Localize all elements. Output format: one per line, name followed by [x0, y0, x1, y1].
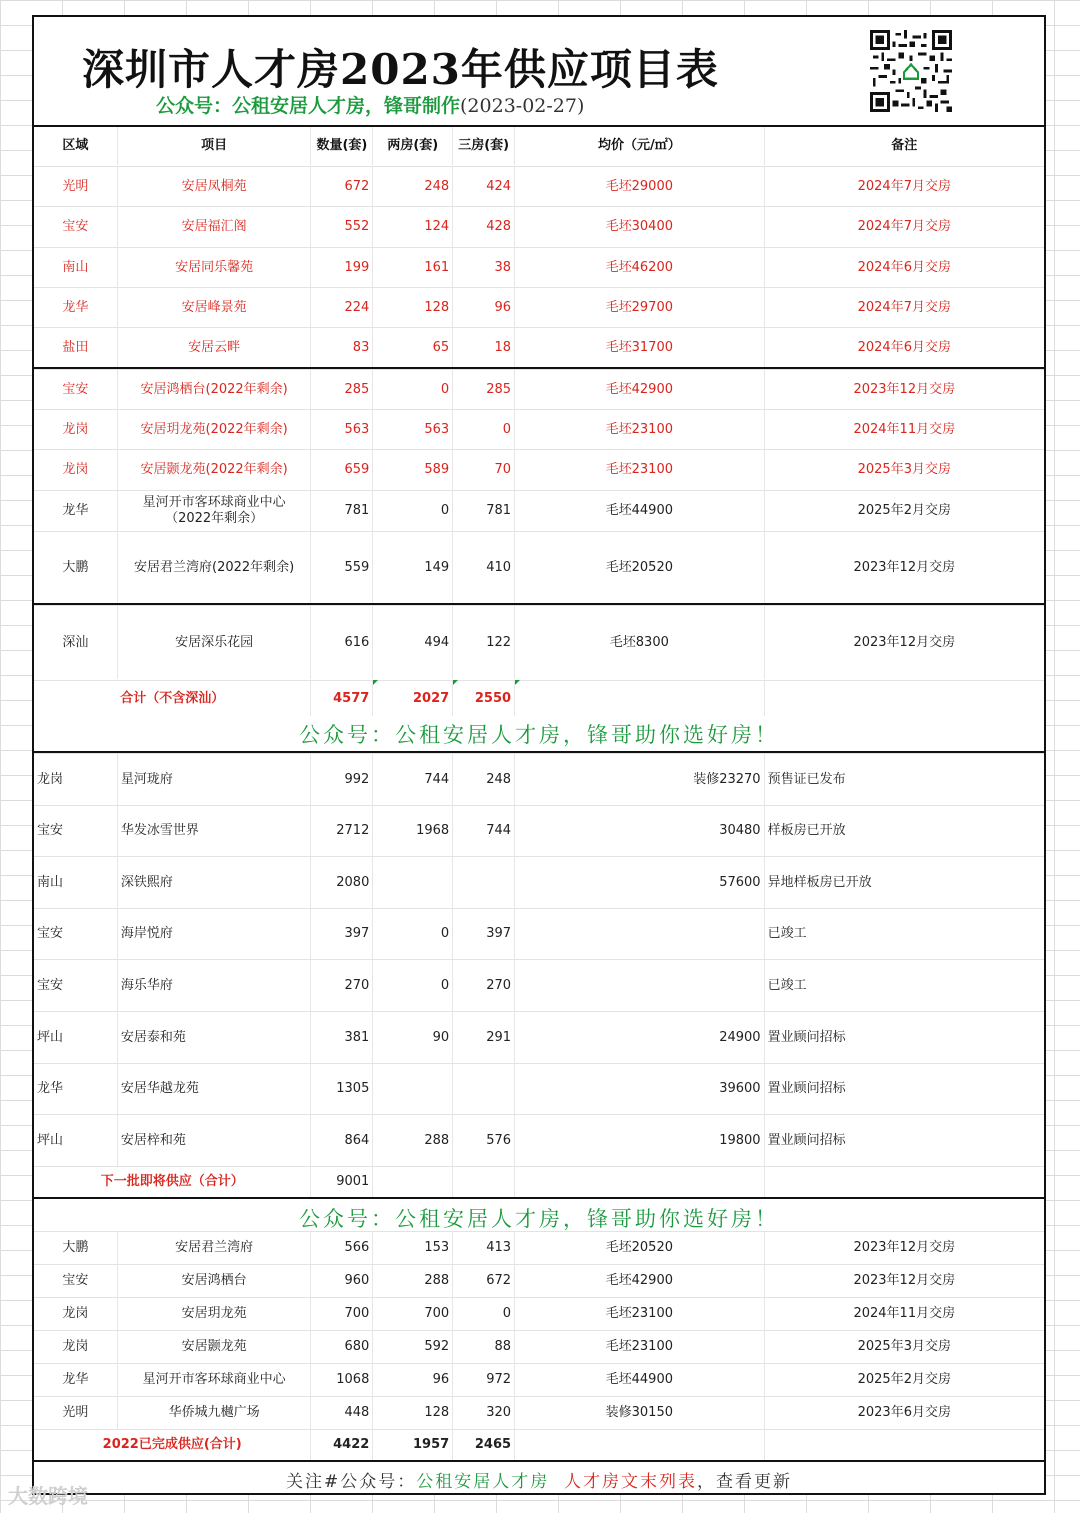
cell-note: 异地样板房已开放	[767, 874, 872, 890]
col-header-price: 均价（元/㎡）	[515, 127, 765, 165]
cell-area: 光明	[34, 167, 118, 206]
cell-project: 星河开市客环球商业中心（2022年剩余）	[118, 491, 312, 531]
cell-price: 毛坯29700	[515, 288, 765, 327]
cell-note: 样板房已开放	[767, 823, 846, 839]
cell-note: 预售证已发布	[767, 771, 846, 787]
cell-note: 已竣工	[767, 977, 807, 993]
cell-three-room: 576	[453, 1115, 515, 1166]
cell-qty: 381	[311, 1012, 373, 1063]
cell-project: 海乐华府	[118, 960, 312, 1011]
cell-note: 2024年7月交房	[857, 219, 951, 235]
cell-two-room	[373, 1064, 453, 1115]
cell-three-room: 88	[453, 1331, 515, 1363]
cell-empty	[515, 1167, 765, 1197]
total-two-room: 1957	[373, 1430, 453, 1460]
table-row	[34, 605, 1044, 679]
cell-three-room: 781	[453, 491, 515, 531]
col-header-project: 项目	[118, 127, 312, 165]
footer-part4: ，查看更新	[697, 1472, 793, 1492]
cell-qty: 448	[311, 1397, 373, 1429]
table-row	[34, 1330, 1044, 1363]
cell-area: 坪山	[34, 1115, 118, 1166]
cell-two-room: 0	[373, 960, 453, 1011]
col-header-three-room: 三房(套)	[453, 127, 515, 165]
cell-project: 安居峰景苑	[118, 288, 312, 327]
cell-price: 毛坯44900	[515, 491, 765, 531]
cell-price	[515, 909, 765, 960]
cell-qty: 2712	[311, 806, 373, 857]
cell-note: 2025年2月交房	[857, 503, 951, 519]
cell-note: 2024年6月交房	[857, 339, 951, 355]
cell-price: 毛坯31700	[515, 328, 765, 367]
divider	[34, 367, 1044, 369]
cell-three-room: 70	[453, 450, 515, 490]
cell-price: 毛坯42900	[515, 1265, 765, 1297]
cell-qty: 285	[311, 370, 373, 409]
cell-qty: 83	[311, 328, 373, 367]
cell-note: 2024年11月交房	[853, 1306, 956, 1322]
cell-price: 毛坯42900	[515, 370, 765, 409]
cell-empty	[453, 1167, 515, 1197]
cell-price: 毛坯29000	[515, 167, 765, 206]
table-row	[34, 805, 1044, 857]
cell-area: 龙岗	[34, 1298, 118, 1330]
cell-project: 海岸悦府	[118, 909, 312, 960]
cell-three-room: 413	[453, 1232, 515, 1264]
total-row	[34, 680, 1044, 716]
table-row	[34, 206, 1044, 247]
cell-two-room: 149	[373, 532, 453, 603]
cell-note: 置业顾问招标	[767, 1029, 846, 1045]
cell-project: 安居同乐馨苑	[118, 248, 312, 287]
cell-project: 安居泰和苑	[118, 1012, 312, 1063]
col-header-area: 区域	[34, 127, 118, 165]
table-row	[34, 449, 1044, 490]
total-qty: 4422	[311, 1430, 373, 1460]
cell-empty	[515, 681, 765, 716]
cell-project: 安居鸿栖台(2022年剩余)	[118, 370, 312, 409]
cell-area: 宝安	[34, 370, 118, 409]
cell-project: 星河珑府	[118, 754, 312, 805]
cell-price: 毛坯8300	[515, 606, 765, 679]
cell-two-room: 0	[373, 491, 453, 531]
table-row	[34, 1396, 1044, 1429]
promo-banner: 公众号：公租安居人才房，锋哥助你选好房！	[299, 1207, 779, 1231]
cell-two-room: 124	[373, 207, 453, 247]
footer-note	[34, 1467, 1044, 1492]
table-row	[34, 166, 1044, 206]
cell-two-room: 0	[373, 370, 453, 409]
cell-price: 毛坯23100	[515, 1331, 765, 1363]
table-header-row	[34, 127, 1044, 165]
cell-two-room: 288	[373, 1115, 453, 1166]
table-row	[34, 908, 1044, 960]
divider	[34, 1197, 1044, 1199]
table-row	[34, 753, 1044, 805]
cell-three-room: 428	[453, 207, 515, 247]
cell-note: 2023年12月交房	[853, 1273, 956, 1289]
col-header-two-room: 两房(套)	[373, 127, 453, 165]
cell-three-room: 972	[453, 1364, 515, 1396]
table-row	[34, 1264, 1044, 1297]
spreadsheet-sheet	[32, 15, 1046, 1495]
total-qty: 9001	[311, 1167, 373, 1197]
table-row	[34, 287, 1044, 327]
cell-project: 安居鸿栖台	[118, 1265, 312, 1297]
cell-area: 光明	[34, 1397, 118, 1429]
cell-two-room: 96	[373, 1364, 453, 1396]
cell-area: 盐田	[34, 328, 118, 367]
cell-project: 华发冰雪世界	[118, 806, 312, 857]
cell-qty: 700	[311, 1298, 373, 1330]
cell-project: 安居深乐花园	[118, 606, 312, 679]
cell-project: 华侨城九樾广场	[118, 1397, 312, 1429]
cell-price: 30480	[515, 806, 765, 857]
cell-three-room	[453, 857, 515, 908]
cell-qty: 781	[311, 491, 373, 531]
cell-two-room: 90	[373, 1012, 453, 1063]
table-row	[34, 369, 1044, 409]
cell-price: 装修23270	[515, 754, 765, 805]
table-row	[34, 856, 1044, 908]
promo-banner: 公众号：公租安居人才房，锋哥助你选好房！	[299, 723, 779, 747]
cell-qty: 563	[311, 410, 373, 449]
page-subtitle	[156, 91, 584, 118]
cell-note: 2023年12月交房	[853, 559, 956, 575]
cell-note: 2023年12月交房	[853, 1240, 956, 1256]
total-three-room: 2465	[453, 1430, 515, 1460]
cell-qty: 672	[311, 167, 373, 206]
total-label: 合计（不含深汕）	[34, 681, 311, 716]
table-row	[34, 1063, 1044, 1115]
cell-qty: 199	[311, 248, 373, 287]
cell-two-room: 1968	[373, 806, 453, 857]
cell-two-room: 65	[373, 328, 453, 367]
cell-comment-marker	[373, 680, 378, 685]
cell-qty: 1305	[311, 1064, 373, 1115]
col-header-qty: 数量(套)	[311, 127, 373, 165]
cell-qty: 864	[311, 1115, 373, 1166]
cell-note: 2025年3月交房	[857, 462, 951, 478]
cell-area: 宝安	[34, 806, 118, 857]
cell-price: 39600	[515, 1064, 765, 1115]
cell-three-room: 122	[453, 606, 515, 679]
cell-note: 2023年12月交房	[853, 381, 956, 397]
cell-price: 19800	[515, 1115, 765, 1166]
total-row	[34, 1166, 1044, 1197]
cell-area: 龙华	[34, 1364, 118, 1396]
cell-three-room: 0	[453, 410, 515, 449]
cell-two-room: 563	[373, 410, 453, 449]
cell-price: 57600	[515, 857, 765, 908]
cell-note: 置业顾问招标	[767, 1132, 846, 1148]
cell-area: 宝安	[34, 960, 118, 1011]
cell-price: 毛坯23100	[515, 410, 765, 449]
cell-area: 龙华	[34, 288, 118, 327]
cell-area: 宝安	[34, 909, 118, 960]
cell-qty: 270	[311, 960, 373, 1011]
cell-note: 2023年12月交房	[853, 634, 956, 650]
cell-project: 安居君兰湾府(2022年剩余)	[118, 532, 312, 603]
cell-project: 安居君兰湾府	[118, 1232, 312, 1264]
table-row	[34, 1297, 1044, 1330]
cell-area: 龙岗	[34, 450, 118, 490]
cell-qty: 960	[311, 1265, 373, 1297]
total-qty: 4577	[311, 681, 373, 716]
cell-project: 安居云畔	[118, 328, 312, 367]
cell-three-room: 248	[453, 754, 515, 805]
total-row	[34, 1429, 1044, 1462]
footer-part1: 关注#公众号：	[285, 1472, 417, 1492]
cell-three-room: 291	[453, 1012, 515, 1063]
cell-empty	[765, 1430, 1044, 1460]
cell-note: 2023年6月交房	[857, 1405, 951, 1421]
cell-qty: 559	[311, 532, 373, 603]
cell-project: 安居福汇阁	[118, 207, 312, 247]
cell-three-room: 285	[453, 370, 515, 409]
cell-note: 2024年6月交房	[857, 259, 951, 275]
cell-qty: 616	[311, 606, 373, 679]
cell-two-room: 0	[373, 909, 453, 960]
cell-two-room: 128	[373, 288, 453, 327]
cell-note: 置业顾问招标	[767, 1081, 846, 1097]
cell-price: 毛坯23100	[515, 1298, 765, 1330]
cell-two-room: 161	[373, 248, 453, 287]
cell-qty: 992	[311, 754, 373, 805]
cell-note: 2025年2月交房	[857, 1372, 951, 1388]
cell-note: 2025年3月交房	[857, 1339, 951, 1355]
table-row	[34, 327, 1044, 367]
cell-price: 24900	[515, 1012, 765, 1063]
cell-three-room: 0	[453, 1298, 515, 1330]
cell-area: 龙岗	[34, 1331, 118, 1363]
cell-area: 南山	[34, 248, 118, 287]
cell-three-room: 397	[453, 909, 515, 960]
cell-three-room: 672	[453, 1265, 515, 1297]
cell-empty	[765, 1167, 1044, 1197]
table-row	[34, 247, 1044, 287]
cell-area: 大鹏	[34, 532, 118, 603]
cell-area: 龙华	[34, 491, 118, 531]
cell-three-room: 320	[453, 1397, 515, 1429]
cell-two-room: 128	[373, 1397, 453, 1429]
cell-price: 毛坯20520	[515, 1232, 765, 1264]
cell-area: 宝安	[34, 1265, 118, 1297]
table-row	[34, 1011, 1044, 1063]
cell-qty: 2080	[311, 857, 373, 908]
cell-comment-marker	[515, 680, 520, 685]
cell-area: 宝安	[34, 207, 118, 247]
cell-qty: 397	[311, 909, 373, 960]
cell-comment-marker	[453, 680, 458, 685]
cell-two-room: 592	[373, 1331, 453, 1363]
cell-three-room: 744	[453, 806, 515, 857]
table-row	[34, 959, 1044, 1011]
cell-note: 2024年7月交房	[857, 178, 951, 194]
cell-project: 安居颢龙苑(2022年剩余)	[118, 450, 312, 490]
subtitle-date: (2023-02-27)	[460, 95, 585, 117]
cell-project: 深铁熙府	[118, 857, 312, 908]
cell-qty: 224	[311, 288, 373, 327]
total-two-room: 2027	[373, 681, 453, 716]
cell-three-room: 38	[453, 248, 515, 287]
table-row	[34, 1231, 1044, 1264]
cell-price: 毛坯20520	[515, 532, 765, 603]
total-label: 下一批即将供应（合计）	[34, 1167, 311, 1197]
table-row	[34, 1114, 1044, 1166]
cell-project: 星河开市客环球商业中心	[118, 1364, 312, 1396]
cell-two-room: 288	[373, 1265, 453, 1297]
cell-area: 深汕	[34, 606, 118, 679]
col-header-note: 备注	[891, 138, 918, 154]
cell-note: 已竣工	[767, 926, 807, 942]
cell-three-room: 424	[453, 167, 515, 206]
table-row	[34, 490, 1044, 531]
cell-project: 安居凤桐苑	[118, 167, 312, 206]
table-row	[34, 409, 1044, 449]
qr-code-icon	[870, 30, 952, 112]
cell-price	[515, 960, 765, 1011]
page-title: 深圳市人才房2023年供应项目表	[82, 45, 719, 94]
divider	[34, 603, 1044, 605]
cell-three-room: 96	[453, 288, 515, 327]
cell-price: 毛坯23100	[515, 450, 765, 490]
cell-two-room: 494	[373, 606, 453, 679]
cell-price: 毛坯46200	[515, 248, 765, 287]
cell-project: 安居颢龙苑	[118, 1331, 312, 1363]
cell-note: 2024年7月交房	[857, 299, 951, 315]
watermark: 大数跨境	[8, 1484, 88, 1508]
cell-area: 坪山	[34, 1012, 118, 1063]
cell-area: 大鹏	[34, 1232, 118, 1264]
cell-price: 装修30150	[515, 1397, 765, 1429]
cell-project: 安居玥龙苑	[118, 1298, 312, 1330]
cell-two-room: 589	[373, 450, 453, 490]
cell-price: 毛坯44900	[515, 1364, 765, 1396]
cell-empty	[765, 681, 1044, 716]
total-label: 2022已完成供应(合计)	[34, 1430, 311, 1460]
table-row	[34, 531, 1044, 603]
cell-price: 毛坯30400	[515, 207, 765, 247]
cell-qty: 552	[311, 207, 373, 247]
cell-two-room: 700	[373, 1298, 453, 1330]
total-three-room: 2550	[453, 681, 515, 716]
cell-project: 安居华越龙苑	[118, 1064, 312, 1115]
cell-two-room: 744	[373, 754, 453, 805]
cell-area: 龙岗	[34, 754, 118, 805]
cell-two-room	[373, 857, 453, 908]
cell-qty: 1068	[311, 1364, 373, 1396]
cell-qty: 680	[311, 1331, 373, 1363]
cell-two-room: 248	[373, 167, 453, 206]
cell-project: 安居玥龙苑(2022年剩余)	[118, 410, 312, 449]
cell-qty: 659	[311, 450, 373, 490]
subtitle-account: 公众号：公租安居人才房，锋哥制作	[156, 95, 461, 117]
footer-part2: 公租安居人才房	[416, 1472, 550, 1492]
cell-note: 2024年11月交房	[853, 421, 956, 437]
footer-part3: 人才房文末列表	[564, 1472, 698, 1492]
cell-three-room: 270	[453, 960, 515, 1011]
cell-three-room	[453, 1064, 515, 1115]
table-row	[34, 1363, 1044, 1396]
cell-project: 安居梓和苑	[118, 1115, 312, 1166]
cell-area: 龙岗	[34, 410, 118, 449]
cell-empty	[515, 1430, 765, 1460]
cell-empty	[373, 1167, 453, 1197]
cell-area: 南山	[34, 857, 118, 908]
cell-area: 龙华	[34, 1064, 118, 1115]
cell-three-room: 18	[453, 328, 515, 367]
cell-two-room: 153	[373, 1232, 453, 1264]
cell-three-room: 410	[453, 532, 515, 603]
cell-qty: 566	[311, 1232, 373, 1264]
